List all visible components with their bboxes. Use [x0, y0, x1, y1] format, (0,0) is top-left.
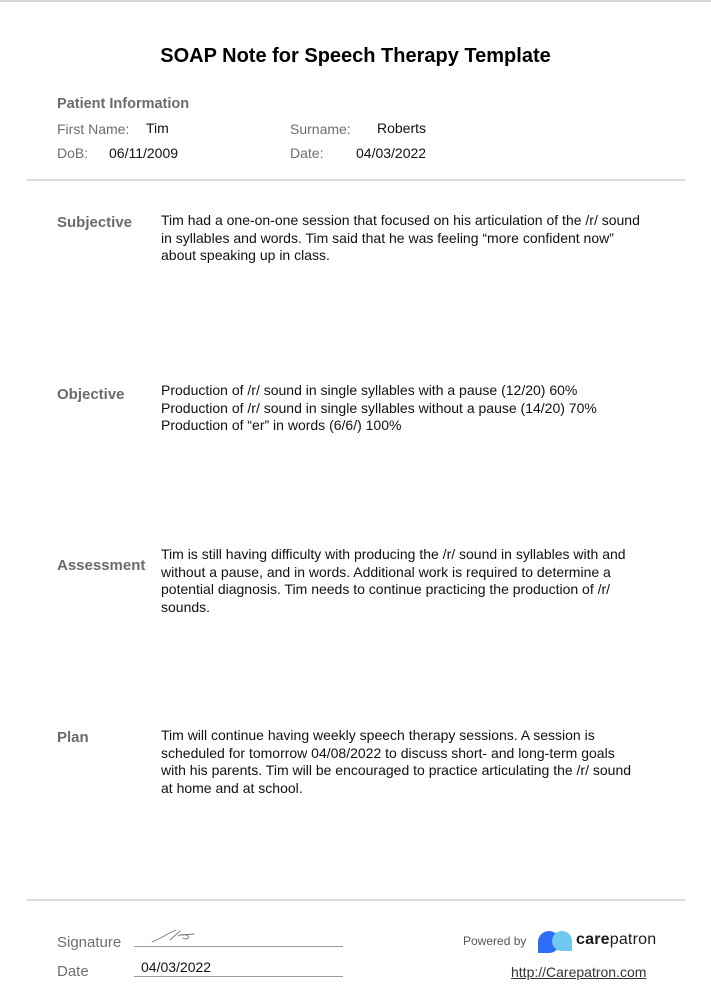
assessment-text	[161, 546, 681, 616]
text-line: Production of “er” in words (6/6/) 100%	[161, 417, 402, 433]
text-line: at home and at school.	[161, 779, 303, 796]
powered-by-label: Powered by	[463, 934, 527, 948]
objective-label: Objective	[57, 386, 125, 403]
text-line: scheduled for tomorrow 04/08/2022 to discuss short- and long-term goals	[161, 744, 615, 761]
text-line: with his parents. Tim will be encouraged to practice articulating the /r/ sound	[161, 762, 632, 778]
text-line: sounds.	[161, 598, 211, 615]
text-line: Tim had a one-on-one session that focused on his articulation of the /r/ sound	[161, 212, 640, 228]
text-line: Production of /r/ sound in single syllables without a pause (14/20) 70%	[161, 399, 597, 416]
signature-label: Signature	[57, 934, 122, 951]
brand-part1: care	[576, 931, 610, 948]
subjective-label: Subjective	[57, 214, 133, 231]
footer-date-label: Date	[57, 963, 89, 980]
dob-value: 06/11/2009	[109, 145, 179, 161]
date-line	[134, 976, 343, 977]
patient-info-heading: Patient Information	[57, 96, 190, 112]
text-line: about speaking up in class.	[161, 247, 330, 263]
text-line: Production of /r/ sound in single syllables with a pause (12/20) 60%	[161, 382, 578, 398]
text-line: Tim will continue having weekly speech therapy sessions. A session is	[161, 727, 595, 743]
brand-part2: patron	[609, 931, 657, 948]
first-name-label: First Name:	[57, 121, 130, 137]
footer-divider	[27, 899, 685, 901]
page-title: SOAP Note for Speech Therapy Template	[160, 45, 551, 67]
plan-label: Plan	[57, 729, 89, 746]
date-value: 04/03/2022	[356, 145, 427, 161]
carepatron-logo-icon	[538, 929, 574, 953]
carepatron-link[interactable]: http://Carepatron.com	[511, 964, 647, 980]
carepatron-logo-text	[576, 931, 656, 949]
surname-value: Roberts	[377, 120, 427, 136]
date-label: Date:	[290, 145, 324, 161]
text-line: without a pause, and in words. Additional work is required to determine a	[161, 563, 611, 580]
assessment-label: Assessment	[57, 557, 146, 574]
subjective-text	[161, 212, 681, 265]
text-line: in syllables and words. Tim said that he was feeling “more confident now”	[161, 229, 614, 246]
text-line: potential diagnosis. Tim needs to continue practicing the production of /r/	[161, 581, 611, 597]
plan-text	[161, 727, 681, 797]
top-border	[0, 0, 711, 2]
signature-line	[134, 946, 343, 947]
objective-text	[161, 382, 681, 435]
footer-date-value: 04/03/2022	[141, 959, 212, 975]
header-divider	[27, 179, 685, 181]
first-name-value: Tim	[146, 120, 169, 136]
dob-label: DoB:	[57, 145, 89, 161]
text-line: Tim is still having difficulty with producing the /r/ sound in syllables with and	[161, 546, 626, 562]
signature-mark	[148, 926, 198, 946]
surname-label: Surname:	[290, 121, 351, 137]
